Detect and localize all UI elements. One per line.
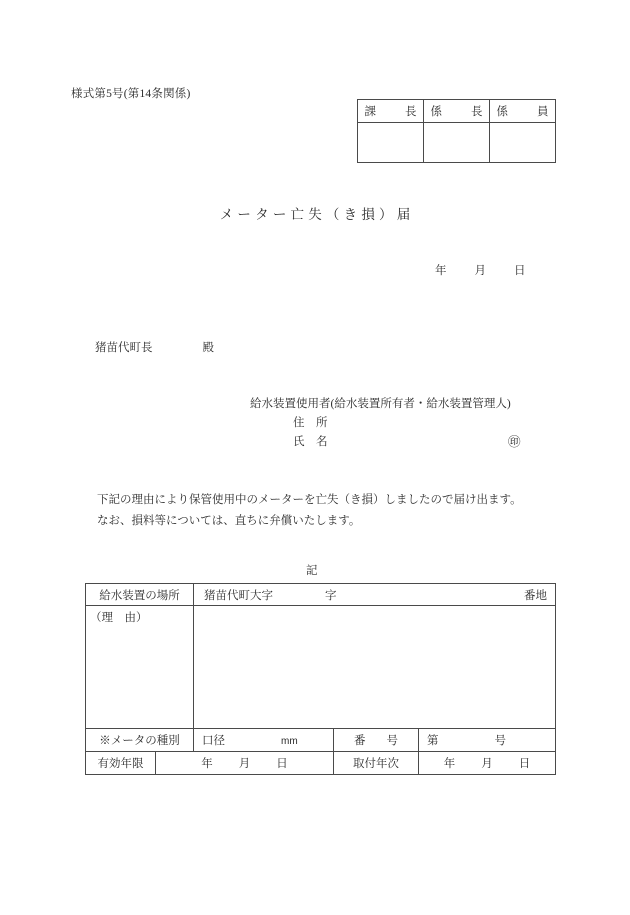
place-aza: 字 [325, 589, 337, 602]
term-year-label: 年 [201, 758, 213, 770]
install-year-label: 年 [443, 758, 456, 770]
applicant-name-label: 氏 名 [293, 436, 328, 448]
body-line-1: 下記の理由により保管使用中のメーターを亡失（き損）しましたので届け出ます。 [97, 494, 522, 506]
table-row-reason [86, 606, 556, 729]
approval-header-row [358, 100, 556, 123]
term-label: 有効年限 [86, 752, 156, 775]
date-day-label: 日 [514, 265, 526, 277]
body-line-2: なお、損料等については、直ちに弁償いたします。 [97, 515, 361, 527]
date-month-label: 月 [474, 265, 486, 277]
addressee-honorific: 殿 [202, 342, 214, 354]
install-date-cell[interactable] [419, 752, 556, 775]
approval-cell-staff[interactable] [490, 123, 556, 163]
table-row-place [86, 584, 556, 606]
approval-header-staff: 係 員 [490, 100, 556, 123]
place-banchi: 番地 [524, 589, 548, 602]
install-month-label: 月 [481, 758, 493, 770]
applicant-address-row [250, 414, 511, 433]
approval-cell-subsection-chief[interactable] [424, 123, 490, 163]
meter-diameter-unit: mm [281, 736, 298, 747]
approval-stamp-table [357, 99, 556, 163]
meter-number-suffix: 号 [494, 735, 506, 747]
approval-header-section-chief: 課 長 [358, 100, 424, 123]
applicant-heading: 給水装置使用者(給水装置所有者・給水装置管理人) [250, 398, 511, 410]
applicant-block [250, 395, 521, 452]
body-text [85, 490, 555, 532]
reason-value-cell[interactable] [194, 606, 556, 729]
table-row-term [86, 752, 556, 775]
term-month-label: 月 [238, 758, 251, 770]
place-label: 給水装置の場所 [86, 584, 194, 606]
place-town: 猪苗代町大字 [204, 589, 273, 602]
meter-number-label: 番 号 [334, 729, 419, 752]
applicant-name-row [250, 433, 521, 452]
meter-diameter-cell[interactable] [194, 729, 334, 752]
install-day-label: 日 [518, 758, 531, 770]
term-day-label: 日 [276, 758, 288, 770]
addressee-name: 猪苗代町長 [95, 342, 153, 354]
form-number: 様式第5号(第14条関係) [71, 88, 191, 100]
approval-header-subsection-chief: 係 長 [424, 100, 490, 123]
seal-icon: ㊞ [508, 435, 521, 449]
table-row-meter [86, 729, 556, 752]
place-value-cell[interactable] [194, 584, 556, 606]
install-label: 取付年次 [334, 752, 419, 775]
page-title: メーター亡失（き損）届 [219, 207, 415, 222]
applicant-address-label: 住 所 [293, 417, 328, 429]
approval-cell-section-chief[interactable] [358, 123, 424, 163]
date-line [435, 262, 526, 278]
addressee [95, 339, 214, 355]
ki-mark: 記 [306, 565, 318, 577]
approval-value-row [358, 123, 556, 163]
details-table [85, 583, 556, 775]
meter-diameter-label: 口径 [202, 735, 225, 747]
meter-number-prefix: 第 [427, 735, 439, 747]
meter-type-label: ※メータの種別 [86, 729, 194, 752]
date-year-label: 年 [435, 265, 447, 277]
applicant-heading-row [250, 395, 511, 414]
term-date-cell[interactable] [156, 752, 334, 775]
reason-label: （理 由） [86, 606, 194, 729]
meter-number-cell[interactable] [419, 729, 556, 752]
